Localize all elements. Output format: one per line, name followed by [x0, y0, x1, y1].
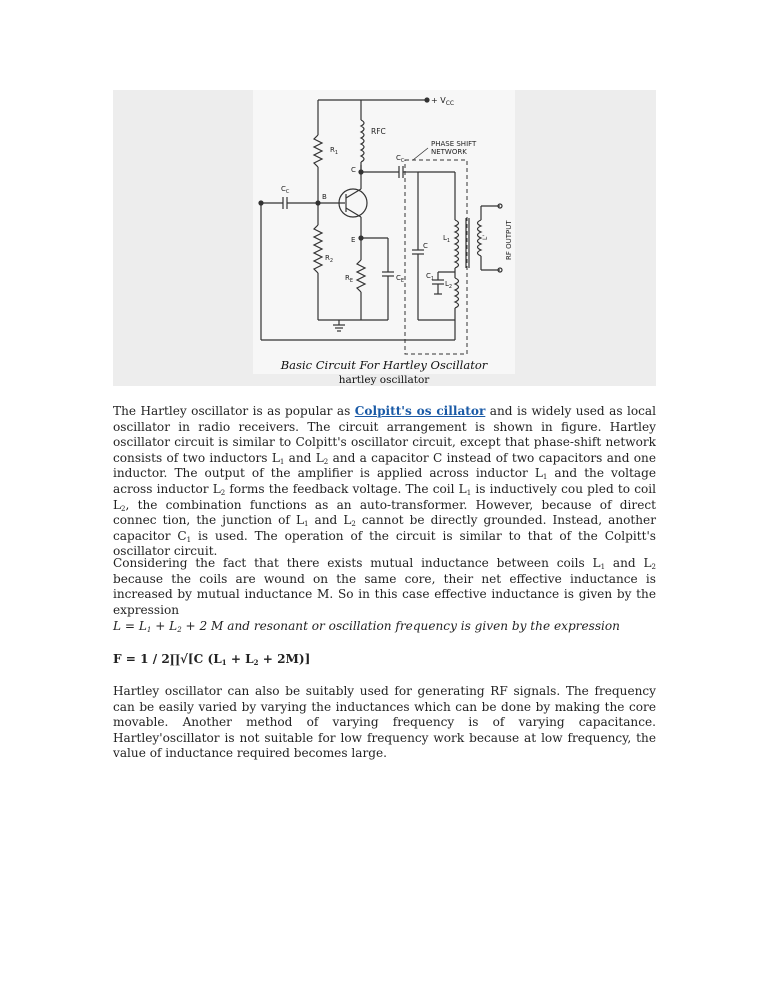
p1-text-k: is used. The operation of the circuit is similar to that of the Colpitt's oscillator circuit. — [113, 528, 656, 559]
p4-text-a: F = 1 / 2∏√[C (L — [113, 652, 222, 666]
cc-right-sub-label: C — [400, 158, 405, 164]
c1-label: C — [426, 272, 431, 280]
ce-sub-label: E — [400, 278, 405, 284]
l2-sub-label: 2 — [448, 284, 453, 290]
svg-text:CE — [396, 274, 404, 284]
node-b-label: B — [322, 193, 327, 201]
node-e-label: E — [351, 236, 356, 244]
p1-text-i: and L — [308, 513, 352, 528]
sub: 1 — [600, 563, 606, 571]
r1-sub-label: 1 — [334, 150, 339, 156]
sub: 1 — [466, 488, 472, 497]
p2-text-c: because the coils are wound on the same core, their net effective inductance is increased by mutual inductance M. So in this case effective inductance is given by the expression — [113, 571, 656, 617]
p1-text-h: , the combination functions as an auto-transformer. However, because of direct connec tion, the junction of L — [113, 497, 656, 528]
lprime-label: L' — [482, 235, 489, 240]
sub: 1 — [221, 658, 227, 667]
svg-text:CC — [396, 154, 405, 164]
r1-label: R — [330, 146, 335, 154]
svg-text:RE — [345, 274, 353, 284]
p3-text-c: + 2 M and resonant or oscillation frequency is given by the expression — [181, 619, 620, 633]
re-sub-label: E — [349, 278, 354, 284]
p1-text-e: and the voltage across inductor L — [113, 466, 657, 496]
p2-text-a: Considering the fact that there exists mutual inductance between coils L — [113, 556, 601, 570]
svg-text:CC — [281, 185, 290, 195]
sub: 2 — [351, 520, 356, 529]
figure-caption: hartley oscillator — [338, 374, 430, 386]
sub: 2 — [177, 626, 182, 634]
sub: 1 — [304, 520, 309, 529]
vcc-label: + V — [431, 96, 446, 105]
cc-left-label: C — [281, 185, 286, 193]
image-title: Basic Circuit For Hartley Oscillator — [280, 358, 488, 372]
p1-text-c: and L — [284, 450, 324, 465]
sub: 2 — [253, 658, 259, 667]
sub: 1 — [279, 457, 285, 466]
svg-text:+ VCC — [431, 96, 454, 107]
circuit-diagram — [253, 90, 515, 374]
r2-sub-label: 2 — [329, 258, 334, 264]
svg-text:L1 — [443, 234, 450, 244]
paragraph-intro — [113, 404, 656, 560]
p1-text-d: and a capacitor C instead of two capacitors and one inductor. The output of the amplifier is applied across inductor L — [113, 450, 656, 481]
r2-label: R — [325, 254, 330, 262]
sub: 2 — [651, 563, 656, 571]
hartley-circuit-svg — [253, 90, 515, 374]
equation-frequency — [113, 652, 656, 668]
svg-text:C1 — [426, 272, 434, 282]
l2-label: L — [445, 280, 449, 288]
l1-sub-label: 1 — [446, 238, 451, 244]
p5-text: Hartley oscillator can also be suitably used for generating RF signals. The frequency can be easily varied by varying the inductances which can be done by making the core movable. Another method of varying frequency is of varying capacitance. Hartley'oscillator is not suitable for low frequency work because at low frequency, the value of inductance required becomes large. — [113, 684, 656, 761]
network-label: NETWORK — [431, 148, 467, 156]
p2-text-b: and L — [605, 556, 652, 570]
p3-text-b: + L — [151, 619, 178, 633]
node-c-label: C — [351, 166, 356, 174]
svg-text:L2 — [445, 280, 452, 290]
phase-shift-label: PHASE SHIFT — [431, 140, 477, 148]
p3-text-a: L = L — [113, 619, 147, 633]
p4-text-c: + 2M)] — [258, 652, 311, 666]
cc-right-label: C — [396, 154, 401, 162]
svg-text:R1 — [330, 146, 338, 156]
c-label: C — [423, 242, 428, 250]
paragraph-mutual-inductance — [113, 556, 656, 618]
c1-sub-label: 1 — [430, 276, 435, 282]
rf-output-label: RF OUTPUT — [505, 220, 513, 260]
l1-label: L — [443, 234, 447, 242]
p1-text-g: is inductively cou pled to coil L — [113, 481, 656, 512]
re-label: R — [345, 274, 350, 282]
sub: 1 — [146, 626, 152, 634]
p1-text-b: and is widely used as local oscillator in radio receivers. The circuit arrangement is shown in figure. Hartley oscillator circuit is similar to Colpitt's oscillator circuit, except that phase-shift network consists of two inductors L — [113, 404, 657, 465]
svg-text:R2 — [325, 254, 333, 264]
sub: 1 — [542, 473, 548, 482]
p1-text-j: cannot be directly grounded. Instead, another capacitor C — [113, 513, 656, 543]
p4-text-b: + L — [226, 652, 254, 666]
paragraph-rf-signals — [113, 684, 656, 762]
rfc-label: RFC — [371, 127, 386, 136]
ce-label: C — [396, 274, 401, 282]
cc-left-sub-label: C — [285, 189, 290, 195]
sub: 2 — [323, 457, 329, 466]
p1-text-a: The Hartley oscillator is as popular as — [113, 404, 355, 418]
p1-text-f: forms the feedback voltage. The coil L — [225, 481, 467, 496]
sub: 2 — [220, 488, 226, 497]
equation-inductance — [113, 619, 656, 635]
colpitts-link[interactable]: Colpitt's os cillator — [354, 404, 486, 418]
vcc-sub-label: CC — [445, 100, 455, 107]
sub: 2 — [121, 504, 126, 513]
sub: 1 — [186, 535, 192, 544]
